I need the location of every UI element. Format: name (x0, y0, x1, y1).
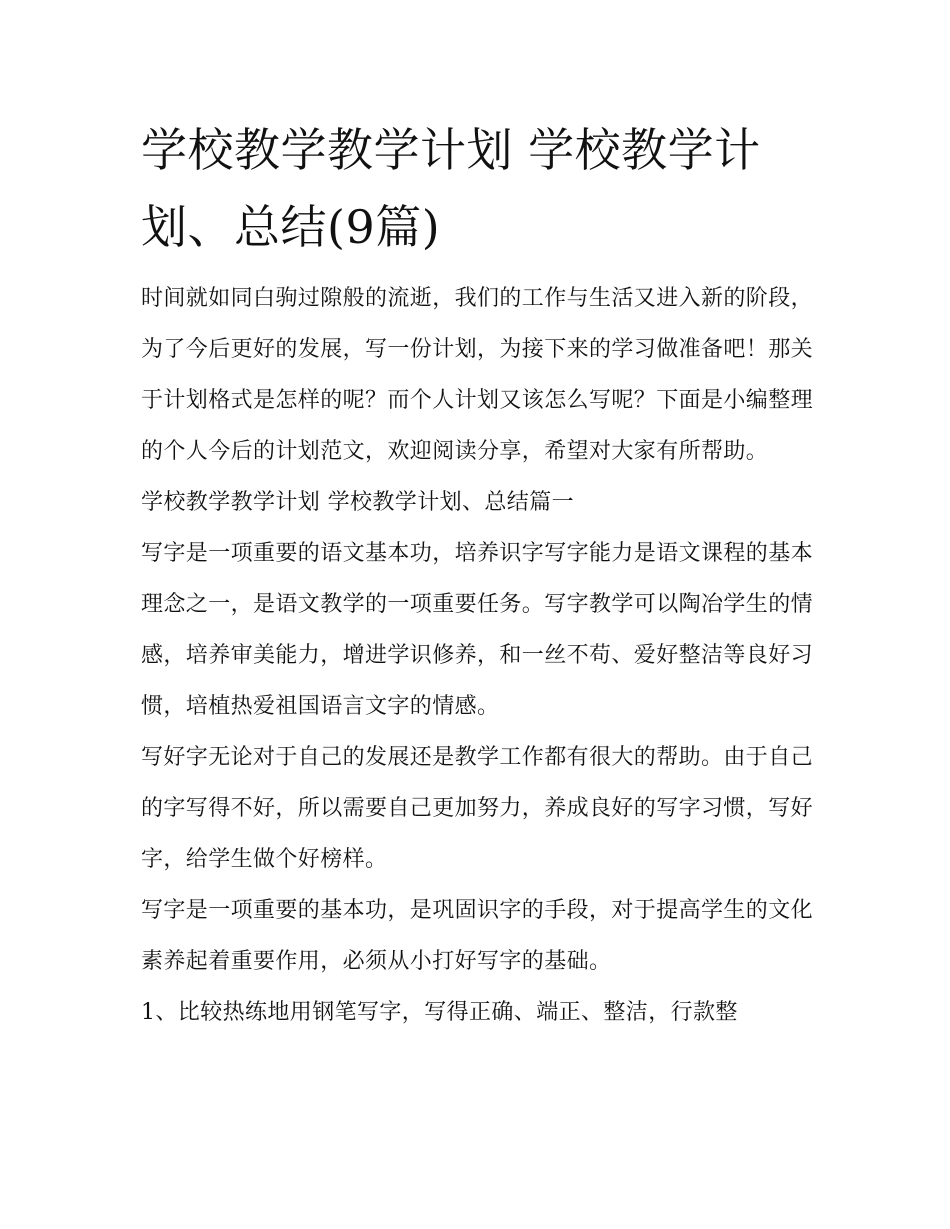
document-title: 学校教学教学计划 学校教学计划、总结(9篇) (141, 123, 761, 254)
body-paragraph: 写字是一项重要的基本功，是巩固识字的手段，对于提高学生的文化素养起着重要作用，必须从小打好写字的基础。 (141, 898, 814, 974)
section-heading: 学校教学教学计划 学校教学计划、总结篇一 (141, 490, 574, 515)
body-paragraph: 写字是一项重要的语文基本功，培养识字写字能力是语文课程的基本理念之一，是语文教学的一项重要任务。写字教学可以陶冶学生的情感，培养审美能力，增进学识修养，和一丝不苟、爱好整洁等良好习惯，培植热爱祖国语言文字的情感。 (141, 541, 814, 719)
document-body (141, 112, 813, 1038)
intro-paragraph: 时间就如同白驹过隙般的流逝，我们的工作与生活又进入新的阶段，为了今后更好的发展，写一份计划，为接下来的学习做准备吧！那关于计划格式是怎样的呢？而个人计划又该怎么写呢？下面是小编整理的个人今后的计划范文，欢迎阅读分享，希望对大家有所帮助。 (141, 286, 814, 464)
body-paragraph: 写好字无论对于自己的发展还是教学工作都有很大的帮助。由于自己的字写得不好，所以需要自己更加努力，养成良好的写字习惯，写好字，给学生做个好榜样。 (141, 745, 814, 872)
list-item: 1、比较热练地用钢笔写字，写得正确、端正、整洁，行款整 (141, 1000, 738, 1025)
